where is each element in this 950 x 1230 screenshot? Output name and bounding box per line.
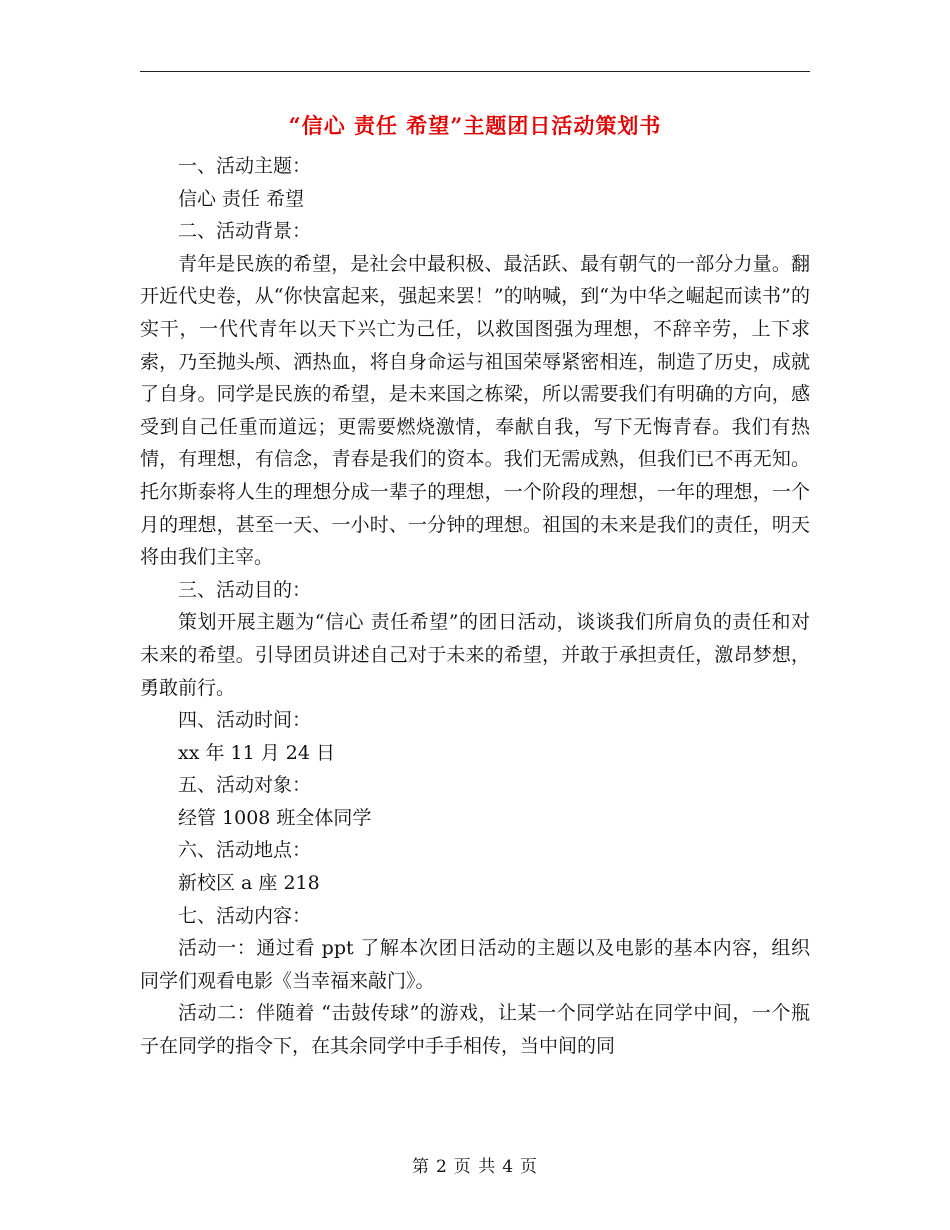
footer-total-pages: 4 <box>502 1157 515 1177</box>
footer-prefix: 第 <box>411 1157 430 1177</box>
section-heading-audience: 五、活动对象： <box>178 774 312 797</box>
footer-page-number: 2 <box>435 1157 448 1177</box>
header-rule <box>140 71 810 72</box>
document-title: “信心 责任 希望”主题团日活动策划书 <box>288 113 662 138</box>
activity-item-1: 活动一：通过看 ppt 了解本次团日活动的主题以及电影的基本内容，组织同学们观看电影《当幸福来敲门》。 <box>140 937 810 992</box>
section-content-theme: 信心 责任 希望 <box>178 187 305 210</box>
section-content-background: 青年是民族的希望，是社会中最积极、最活跃、最有朝气的一部分力量。翻开近代史卷，从“你快富起来，强起来罢！”的呐喊，到“为中华之崛起而读书”的实干，一代代青年以天下兴亡为己任，以救国图强为理想，不辞辛劳，上下求索，乃至抛头颅、洒热血，将自身命运与祖国荣辱紧密相连，制造了历史，成就了自身。同学是民族的希望，是未来国之栋梁，所以需要我们有明确的方向，感受到自己任重而道远；更需要燃烧激情，奉献自我，写下无悔青春。我们有热情，有理想，有信念，青春是我们的资本。我们无需成熟，但我们已不再无知。托尔斯泰将人生的理想分成一辈子的理想，一个阶段的理想，一年的理想，一个月的理想，甚至一天、一小时、一分钟的理想。祖国的未来是我们的责任，明天将由我们主宰。 <box>140 252 810 569</box>
section-heading-theme: 一、活动主题： <box>178 155 312 177</box>
section-content-location: 新校区 a 座 218 <box>178 872 320 895</box>
section-heading-background: 二、活动背景： <box>178 220 312 243</box>
document-body <box>140 150 810 1063</box>
section-content-time: xx 年 11 月 24 日 <box>178 741 335 764</box>
activity-item-2: 活动二：伴随着 “击鼓传球”的游戏，让某一个同学站在同学中间，一个瓶子在同学的指令下，在其余同学中手手相传，当中间的同 <box>140 1002 810 1058</box>
footer-mid: 页 共 <box>453 1157 497 1177</box>
page-footer <box>0 1152 950 1177</box>
section-heading-content: 七、活动内容： <box>178 904 312 927</box>
section-heading-purpose: 三、活动目的： <box>178 578 312 601</box>
section-heading-location: 六、活动地点： <box>178 839 312 862</box>
section-heading-time: 四、活动时间： <box>178 709 312 732</box>
section-content-audience: 经管 1008 班全体同学 <box>178 806 372 829</box>
section-content-purpose: 策划开展主题为“信心 责任希望”的团日活动，谈谈我们所肩负的责任和对未来的希望。引导团员讲述自己对于未来的希望，并敢于承担责任，激昂梦想，勇敢前行。 <box>140 611 810 699</box>
footer-suffix: 页 <box>520 1157 539 1177</box>
